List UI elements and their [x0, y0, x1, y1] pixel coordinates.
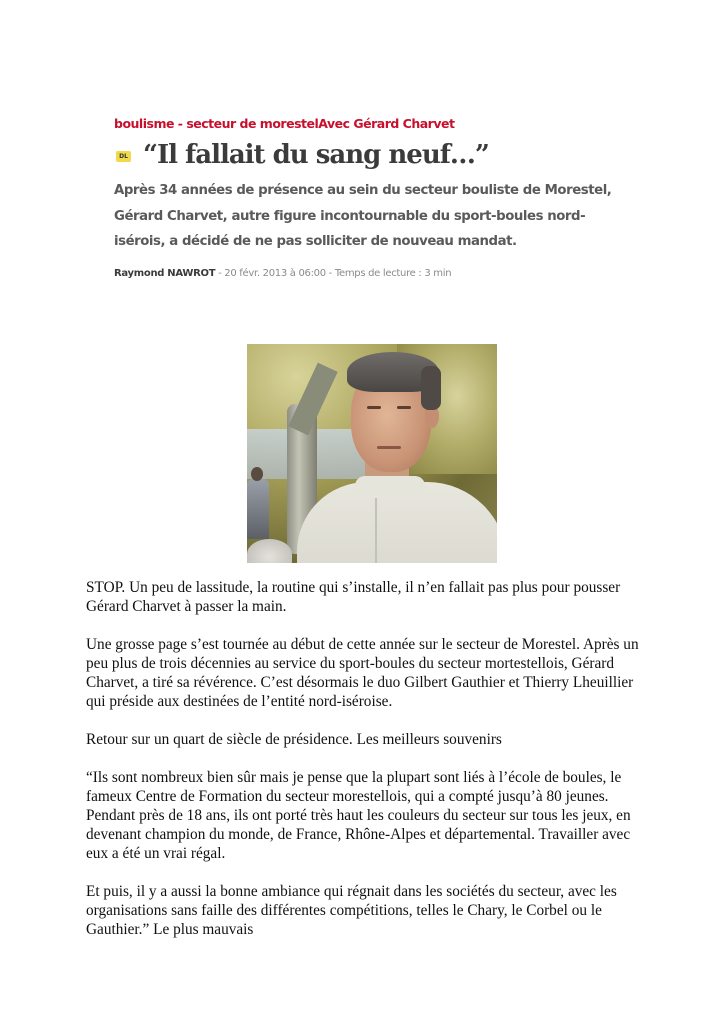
- body-paragraph: Retour sur un quart de siècle de présidence. Les meilleurs souvenirs: [86, 731, 502, 748]
- byline-meta: - 20 févr. 2013 à 06:00 - Temps de lecture : 3 min: [215, 268, 452, 279]
- body-paragraph: Et puis, il y a aussi la bonne ambiance qui régnait dans les sociétés du secteur, avec les organisations sans faille des différentes compétitions, telles le Chary, le Corbel ou le Gauthier.” Le plus mauvais: [86, 883, 617, 938]
- body-paragraph: Une grosse page s’est tournée au début de cette année sur le secteur de Morestel. Après un peu plus de trois décennies au service du sport-boules du secteur mortestellois, Gérard Charvet, a tiré sa révérence. C’est désormais le duo Gilbert Gauthier et Thierry Lheuillier qui préside aux destinées de l’entité nord-iséroise.: [86, 636, 639, 710]
- article-kicker: boulisme - secteur de morestelAvec Gérard Charvet: [114, 116, 455, 131]
- article-title: “Il fallait du sang neuf…”: [143, 140, 489, 170]
- dl-logo-icon: DL: [116, 151, 131, 162]
- body-paragraph: STOP. Un peu de lassitude, la routine qui s’installe, il n’en fallait pas plus pour pousser Gérard Charvet à passer la main.: [86, 579, 621, 615]
- byline-author: Raymond NAWROT: [114, 268, 216, 279]
- portrait-photo: [247, 344, 497, 563]
- body-paragraph: “Ils sont nombreux bien sûr mais je pense que la plupart sont liés à l’école de boules, le fameux Centre de Formation du secteur morestellois, qui a compté jusqu’à 80 jeunes. Pendant près de 18 ans, ils ont porté très haut les couleurs du secteur sur tous les jeux, en devenant champion du monde, de France, Rhône-Alpes et départemental. Travailler avec eux a été un vrai régal.: [86, 769, 631, 862]
- article-deck: Après 34 années de présence au sein du secteur bouliste de Morestel, Gérard Charvet, autre figure incontournable du sport-boules nord-isérois, a décidé de ne pas solliciter de nouveau mandat.: [114, 183, 612, 249]
- article-body: [86, 578, 646, 958]
- article-byline: [114, 268, 451, 279]
